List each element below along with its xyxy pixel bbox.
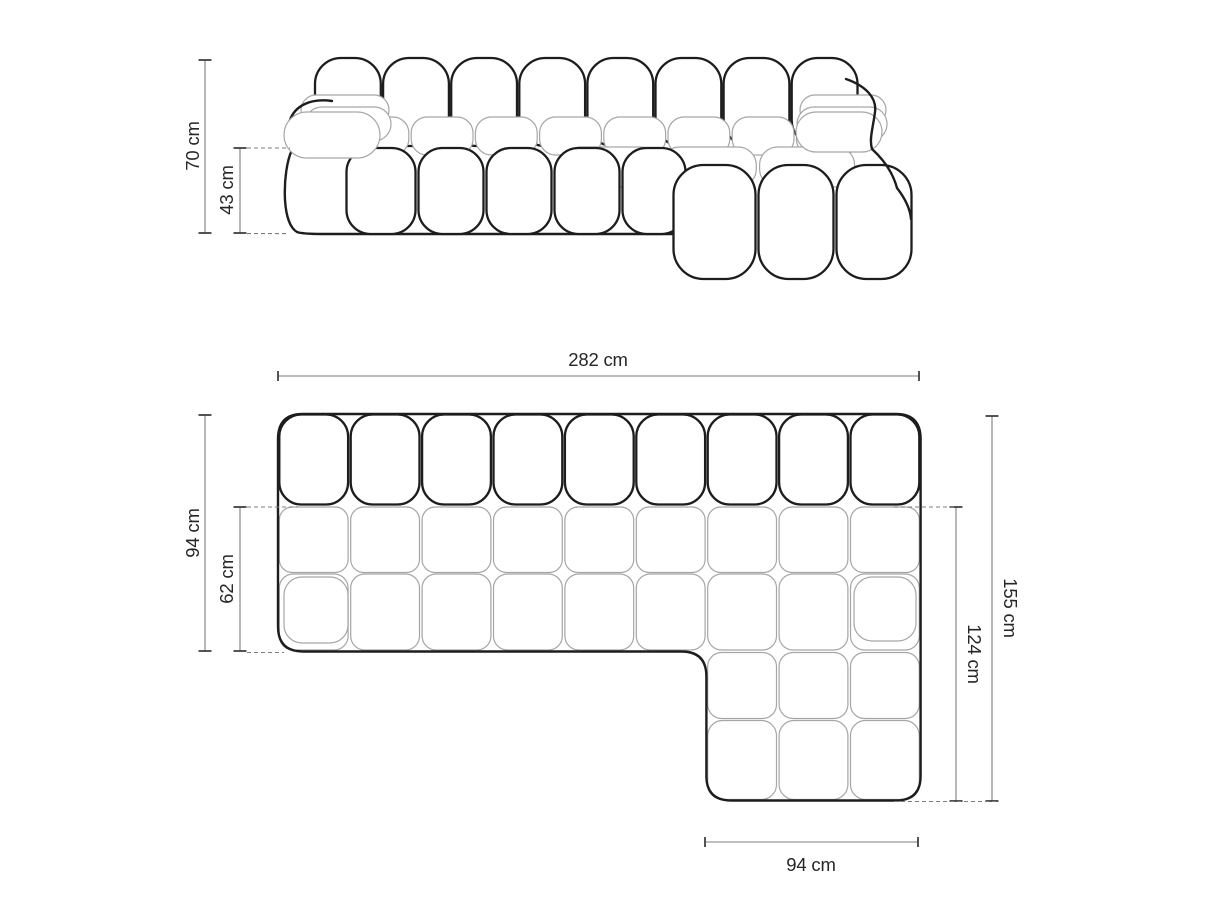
- top-chaise-cell: [708, 721, 777, 800]
- top-seat-cell: [279, 507, 348, 573]
- top-view-drawing: [278, 414, 921, 801]
- top-back-cushions: [279, 415, 919, 505]
- top-seat-cell: [779, 574, 848, 650]
- dim-top-width: [278, 349, 919, 381]
- top-seat-row-1: [279, 507, 919, 573]
- top-seat-cell: [708, 507, 777, 573]
- top-seat-cell: [851, 574, 920, 650]
- front-seat-cushions: [347, 148, 686, 234]
- top-back-cushion: [708, 415, 777, 505]
- top-seat-cell: [636, 574, 705, 650]
- top-seat-cell: [565, 574, 634, 650]
- top-back-cushion: [565, 415, 634, 505]
- top-seat-cell: [351, 574, 420, 650]
- top-seat-cell: [565, 507, 634, 573]
- top-seat-cell: [494, 574, 563, 650]
- top-back-cushion: [279, 415, 348, 505]
- top-chaise-cell: [779, 653, 848, 719]
- dim-top-depth: [182, 415, 212, 651]
- top-chaise-row-1: [708, 653, 920, 719]
- top-chaise-cell: [851, 653, 920, 719]
- front-chaise-cushion: [837, 165, 912, 279]
- top-seat-cell: [351, 507, 420, 573]
- front-chaise-cushion: [759, 165, 834, 279]
- dim-label-front-height: 70 cm: [182, 121, 203, 171]
- top-chaise-row-2: [708, 721, 920, 800]
- dim-label-top-chaise-depth: 124 cm: [964, 624, 985, 684]
- dim-label-top-depth: 94 cm: [182, 508, 203, 558]
- front-view-drawing: [284, 58, 912, 279]
- front-seat-cushion: [347, 148, 416, 234]
- dim-front-seat-height: [216, 148, 290, 234]
- top-seat-cell: [422, 507, 491, 573]
- top-back-cushion: [851, 415, 920, 505]
- dim-label-top-seat-depth: 62 cm: [216, 554, 237, 604]
- front-seat-cushion: [487, 148, 552, 234]
- top-chaise-cell: [851, 721, 920, 800]
- front-chaise-cushion: [674, 165, 756, 279]
- top-back-cushion: [351, 415, 420, 505]
- top-seat-row-2: [279, 574, 919, 650]
- front-chaise-cushions: [674, 165, 912, 279]
- front-seat-cushion: [419, 148, 484, 234]
- dim-label-top-chaise-width: 94 cm: [786, 854, 836, 875]
- front-right-arm-pill: [796, 112, 882, 152]
- top-seat-cell: [708, 574, 777, 650]
- dim-label-top-total-depth: 155 cm: [1000, 578, 1021, 638]
- top-back-cushion: [494, 415, 563, 505]
- top-chaise-cell: [779, 721, 848, 800]
- dim-label-top-width: 282 cm: [568, 349, 628, 370]
- top-back-cushion: [422, 415, 491, 505]
- front-seat-cushion: [555, 148, 620, 234]
- top-back-cushion: [779, 415, 848, 505]
- dim-label-front-seat-height: 43 cm: [216, 165, 237, 215]
- top-seat-cell: [494, 507, 563, 573]
- top-seat-cell: [636, 507, 705, 573]
- top-back-cushion: [636, 415, 705, 505]
- top-seat-cell: [779, 507, 848, 573]
- top-seat-cell: [422, 574, 491, 650]
- front-left-arm-pill: [284, 112, 380, 158]
- dim-top-total-depth: [986, 416, 1022, 801]
- top-seat-cell: [851, 507, 920, 573]
- dim-top-chaise-width: [705, 837, 918, 875]
- dim-front-height: [182, 60, 212, 233]
- top-chaise-cell: [708, 653, 777, 719]
